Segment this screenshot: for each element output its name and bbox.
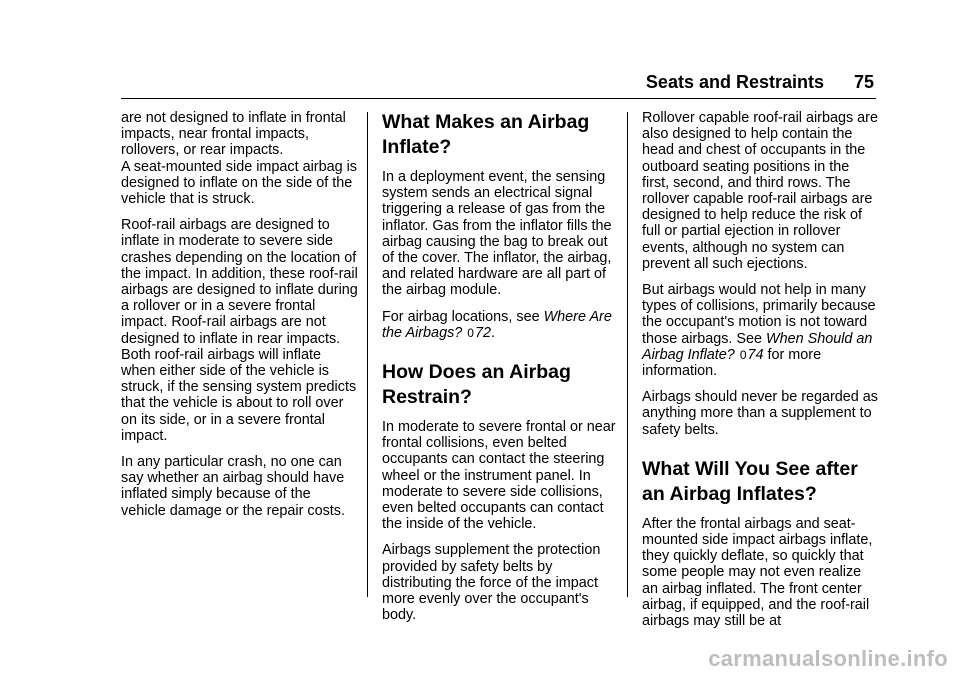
header-rule [121,98,876,99]
section-heading: How Does an Airbag Restrain? [382,361,571,409]
cross-reference-link[interactable]: When Should an Airbag Inflate? [642,330,873,363]
section-heading: What Will You See after an Airbag Inflates? [642,457,858,505]
paragraph: In a deployment event, the sensing system sends an electrical signal triggering a release of gas from the inflator. Gas from the inflator fills the airbag causing the bag to break out of the cover. The inflator, the airbag, and related hardware are all part of the airbag module. [382,169,612,299]
text-column-1 [121,110,359,529]
text-column-3 [642,110,878,639]
cross-reference-link[interactable]: Where Are the Airbags? [382,308,612,341]
paragraph-with-reference [642,282,878,379]
paragraph: A seat-mounted side impact airbag is designed to inflate on the side of the vehicle that is struck. [121,158,357,208]
paragraph: In moderate to severe frontal or near frontal collisions, even belted occupants can contact the steering wheel or the instrument panel. In moderate to severe side collisions, even belted occupants can contact the inside of the vehicle. [382,419,616,533]
page-reference-arrow-icon: 0 [467,325,474,340]
page-number: 75 [853,72,874,92]
page-reference[interactable]: 74 [747,346,764,363]
watermark: carmanualsonline.info [708,646,948,671]
paragraph: In any particular crash, no one can say whether an airbag should have inflated simply because of the vehicle damage or the repair costs. [121,454,345,519]
page-reference-arrow-icon: 0 [739,347,747,362]
section-heading: What Makes an Airbag Inflate? [382,111,590,158]
paragraph: Rollover capable roof-rail airbags are also designed to help contain the head and chest of occupants in the outboard seating positions in the first, second, and third rows. The rollover capable roof-rail airbags are designed to help reduce the risk of full or partial ejection in rollover events, although no system can prevent all such ejections. [642,110,878,272]
page-header-title: Seats and Restraints [645,72,824,92]
page-reference[interactable]: 72 [474,324,491,341]
text-column-2 [382,110,618,633]
text: for more information. [642,346,822,380]
column-divider-1 [367,112,368,597]
text: For airbag locations, see [382,308,540,325]
paragraph: Airbags should never be regarded as anything more than a supplement to safety belts. [642,389,878,438]
paragraph: Roof-rail airbags are designed to inflate in moderate to severe side crashes depending on the location of the impact. In addition, these roof-rail airbags are designed to inflate during a rollover or in a severe frontal impact. Roof-rail airbags are not designed to inflate in rear impacts. Both roof-rail airbags will inflate when either side of the vehicle is struck, if the sensing system predicts that the vehicle is about to roll over on its side, or in a severe frontal impact. [121,217,358,444]
paragraph: are not designed to inflate in frontal impacts, near frontal impacts, rollovers, or rear impacts. [121,110,346,159]
paragraph-with-reference [382,309,618,341]
text: But airbags would not help in many types of collisions, primarily because the occupant's motion is not toward those airbags. See [642,282,876,347]
text: . [490,324,495,341]
column-divider-2 [627,112,628,597]
paragraph: Airbags supplement the protection provided by safety belts by distributing the force of the impact more evenly over the occupant's body. [382,542,601,624]
paragraph: After the frontal airbags and seat-mounted side impact airbags inflate, they quickly deflate, so quickly that some people may not even realize an airbag inflated. The front center airbag, if equipped, and the roof-rail airbags may still be at [642,515,873,630]
